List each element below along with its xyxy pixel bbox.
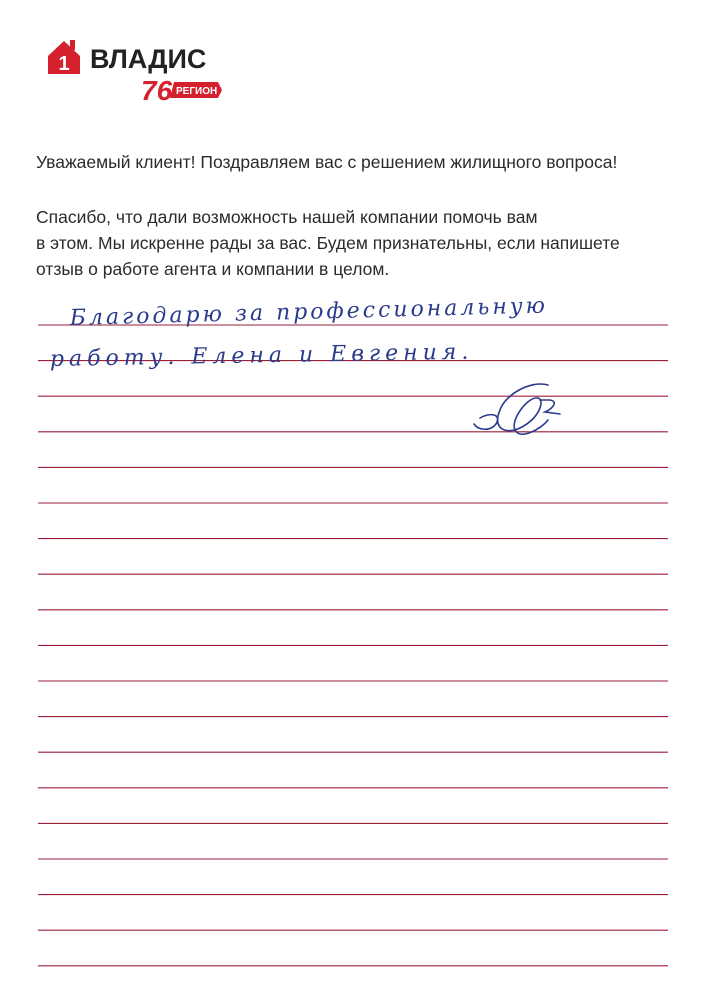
paragraph-line-2: в этом. Мы искренне рады за вас. Будем признательны, если напишете bbox=[36, 233, 620, 253]
greeting-text: Уважаемый клиент! Поздравляем вас с решением жилищного вопроса! bbox=[36, 152, 618, 172]
paragraph-line-3: отзыв о работе агента и компании в целом. bbox=[36, 259, 390, 279]
region-number: 76 bbox=[141, 75, 173, 106]
region-label: РЕГИОН bbox=[176, 86, 218, 97]
brand-name: ВЛАДИС bbox=[90, 44, 207, 74]
signature bbox=[474, 384, 560, 434]
handwriting-line-1: Благодарю за профессиональную bbox=[69, 293, 549, 331]
house-number: 1 bbox=[58, 53, 70, 75]
handwriting-line-2: работу. Елена и Евгения. bbox=[49, 339, 474, 372]
paragraph-line-1: Спасибо, что дали возможность нашей компании помочь вам bbox=[36, 207, 538, 227]
